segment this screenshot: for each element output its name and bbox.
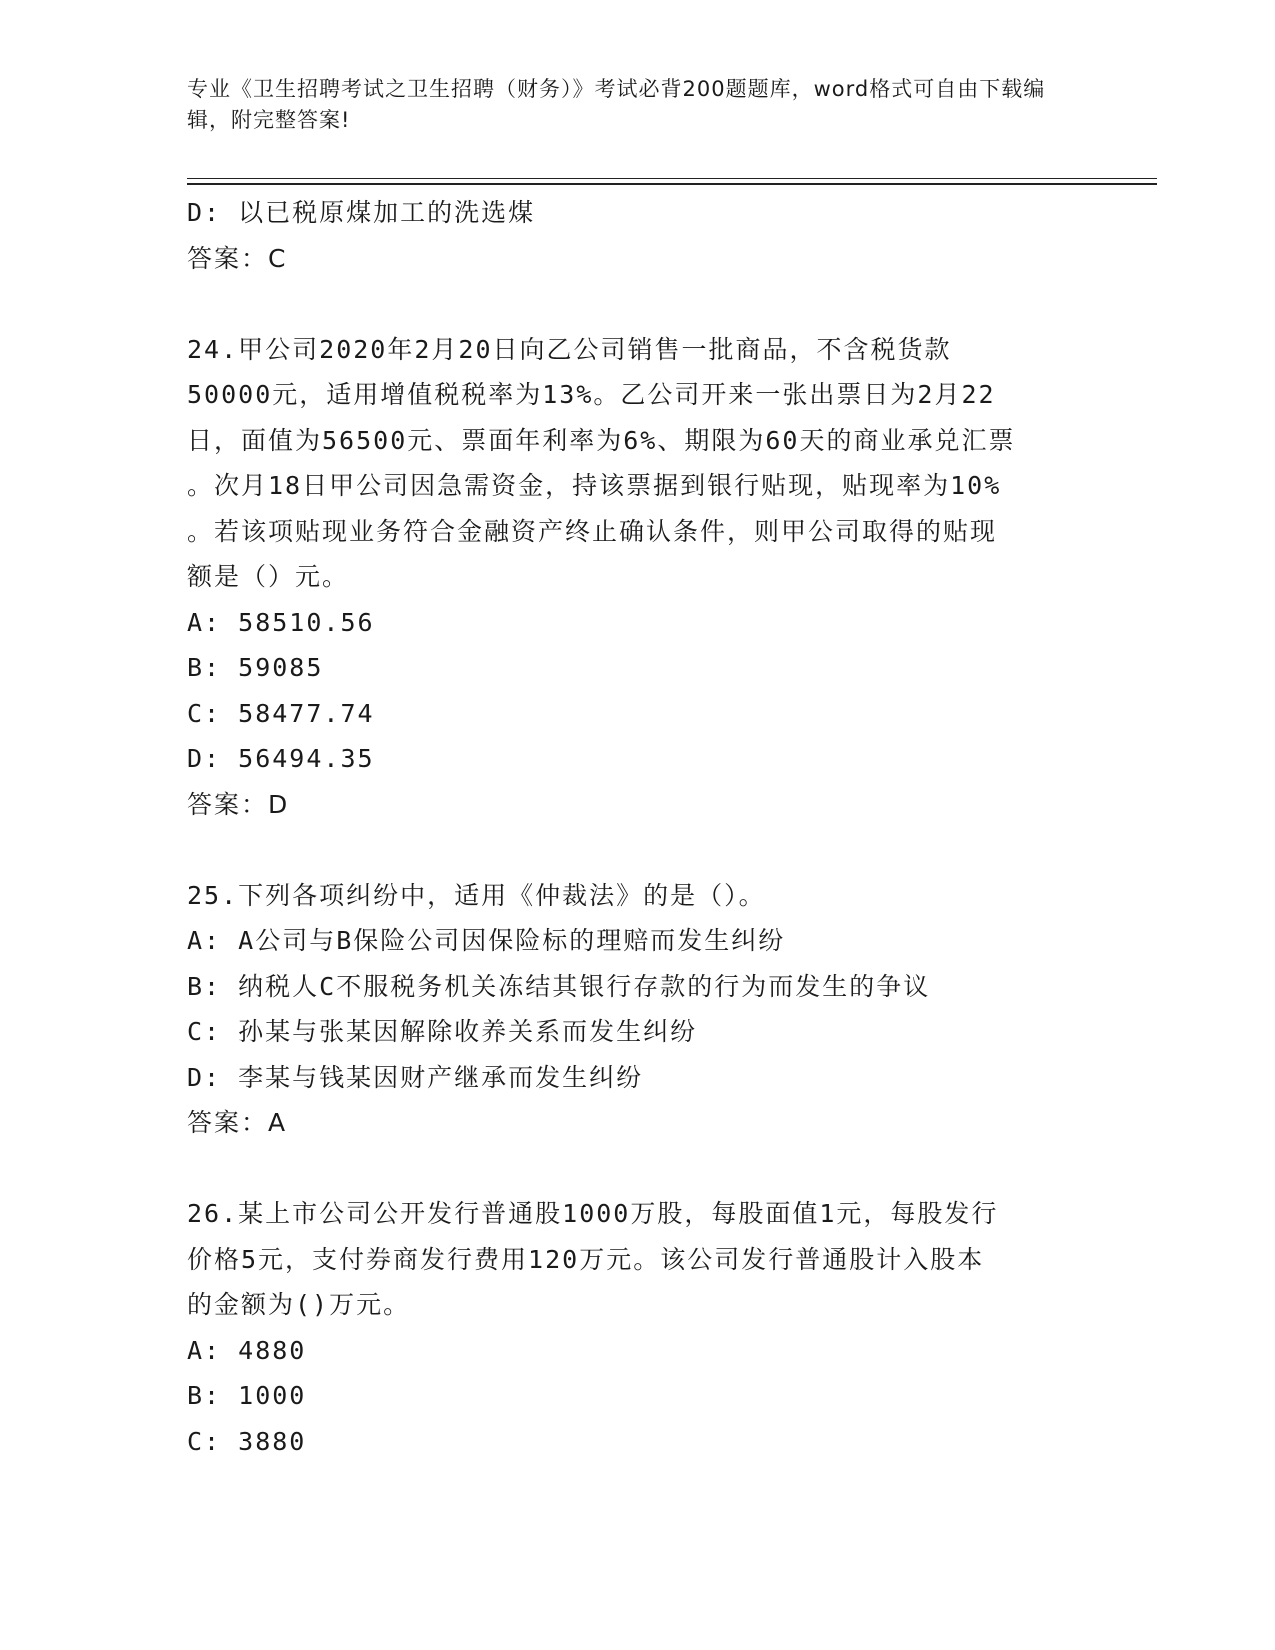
- option-d: D: 56494.35: [187, 744, 375, 773]
- question-text-line: 26.某上市公司公开发行普通股1000万股，每股面值1元，每股发行: [187, 1199, 999, 1228]
- answer-line: [187, 1100, 1087, 1146]
- option-c: C: 3880: [187, 1426, 307, 1456]
- answer-label: 答案：: [187, 243, 269, 273]
- answer-label: 答案：: [187, 1108, 269, 1137]
- question-text-line: 。次月18日甲公司因急需资金，持该票据到银行贴现，贴现率为10%: [187, 471, 1002, 500]
- question-gap: [187, 281, 1087, 327]
- option-a: A: A公司与B保险公司因保险标的理赔而发生纠纷: [187, 926, 786, 955]
- option-b: B: 1000: [187, 1381, 307, 1410]
- option-a: A: 58510.56: [187, 607, 375, 637]
- question-text-line: 25.下列各项纠纷中，适用《仲裁法》的是（）。: [187, 880, 766, 910]
- answer-value: D: [268, 789, 289, 819]
- option-d: D: 以已税原煤加工的洗选煤: [187, 198, 536, 227]
- question-gap: [187, 1146, 1087, 1192]
- header-title: 专业《卫生招聘考试之卫生招聘（财务）》考试必背200题题库，word格式可自由下载编辑，附完整答案!: [187, 77, 1046, 132]
- answer-line: [187, 782, 1087, 828]
- question-text-line: 。若该项贴现业务符合金融资产终止确认条件，则甲公司取得的贴现: [187, 516, 998, 546]
- answer-value: C: [268, 243, 287, 273]
- question-text-line: 的金额为()万元。: [187, 1290, 411, 1319]
- option-b: B: 59085: [187, 653, 324, 682]
- header-rule-thick: [187, 183, 1157, 185]
- question-text-line: 额是（）元。: [187, 562, 350, 591]
- question-25: [187, 873, 1087, 1146]
- question-text-line: 价格5元，支付券商发行费用120万元。该公司发行普通股计入股本: [187, 1244, 985, 1274]
- question-gap: [187, 827, 1087, 873]
- question-text-line: 24.甲公司2020年2月20日向乙公司销售一批商品，不含税货款: [187, 334, 952, 364]
- answer-line: [187, 236, 1087, 282]
- question-24: [187, 327, 1087, 828]
- option-d: D: 李某与钱某因财产继承而发生纠纷: [187, 1062, 644, 1092]
- option-a: A: 4880: [187, 1335, 307, 1365]
- header-rule-thin: [187, 178, 1157, 179]
- answer-label: 答案：: [187, 789, 269, 819]
- previous-question-tail: [187, 190, 1087, 281]
- option-b: B: 纳税人C不服税务机关冻结其银行存款的行为而发生的争议: [187, 971, 931, 1001]
- document-content: [187, 190, 1087, 1464]
- question-text-line: 日，面值为56500元、票面年利率为6%、期限为60天的商业承兑汇票: [187, 425, 1016, 455]
- option-c: C: 58477.74: [187, 698, 375, 728]
- option-c: C: 孙某与张某因解除收养关系而发生纠纷: [187, 1017, 698, 1046]
- question-26: [187, 1191, 1087, 1464]
- question-text-line: 50000元，适用增值税税率为13%。乙公司开来一张出票日为2月22: [187, 380, 996, 409]
- document-header: [187, 74, 1067, 136]
- answer-value: A: [268, 1108, 287, 1137]
